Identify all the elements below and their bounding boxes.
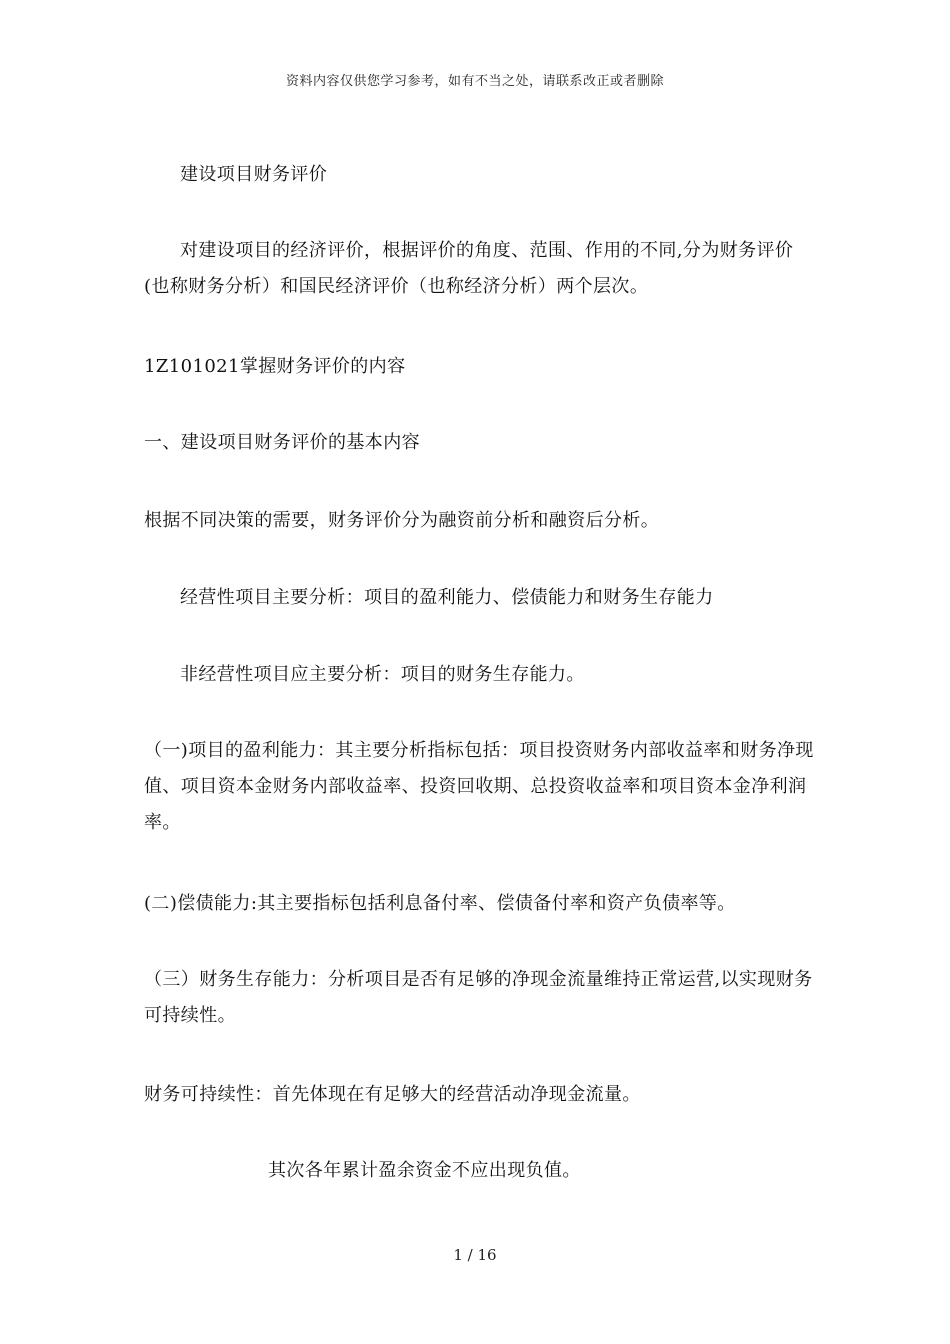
- non-operating-projects-paragraph: 非经营性项目应主要分析：项目的财务生存能力。: [180, 664, 585, 685]
- survival-paragraph: （三）财务生存能力：分析项目是否有足够的净现金流量维持正常运营,以实现财务可持续性。: [144, 969, 813, 1026]
- sustainability-paragraph: 财务可持续性：首先体现在有足够大的经营活动净现金流量。: [144, 1084, 641, 1105]
- section-code-heading: 1Z101021掌握财务评价的内容: [144, 356, 406, 377]
- section-one-heading: 一、建设项目财务评价的基本内容: [144, 432, 420, 453]
- secondly-paragraph: 其次各年累计盈余资金不应出现负值。: [268, 1160, 581, 1181]
- basis-paragraph: 根据不同决策的需要，财务评价分为融资前分析和融资后分析。: [144, 510, 660, 531]
- operating-projects-paragraph: 经营性项目主要分析：项目的盈利能力、偿债能力和财务生存能力: [180, 587, 714, 608]
- profitability-paragraph: （一)项目的盈利能力：其主要分析指标包括：项目投资财务内部收益率和财务净现值、项目资本金财务内部收益率、投资回收期、总投资收益率和项目资本金净利润率。: [144, 740, 814, 833]
- page-number: 1 / 16: [453, 1246, 497, 1264]
- solvency-paragraph: (二)偿债能力:其主要指标包括利息备付率、偿债备付率和资产负债率等。: [144, 893, 736, 914]
- header-disclaimer: 资料内容仅供您学习参考，如有不当之处，请联系改正或者删除: [285, 74, 664, 89]
- document-title: 建设项目财务评价: [180, 164, 328, 185]
- intro-paragraph: 对建设项目的经济评价，根据评价的角度、范围、作用的不同,分为财务评价(也称财务分析）和国民经济评价（也称经济分析）两个层次。: [144, 240, 794, 297]
